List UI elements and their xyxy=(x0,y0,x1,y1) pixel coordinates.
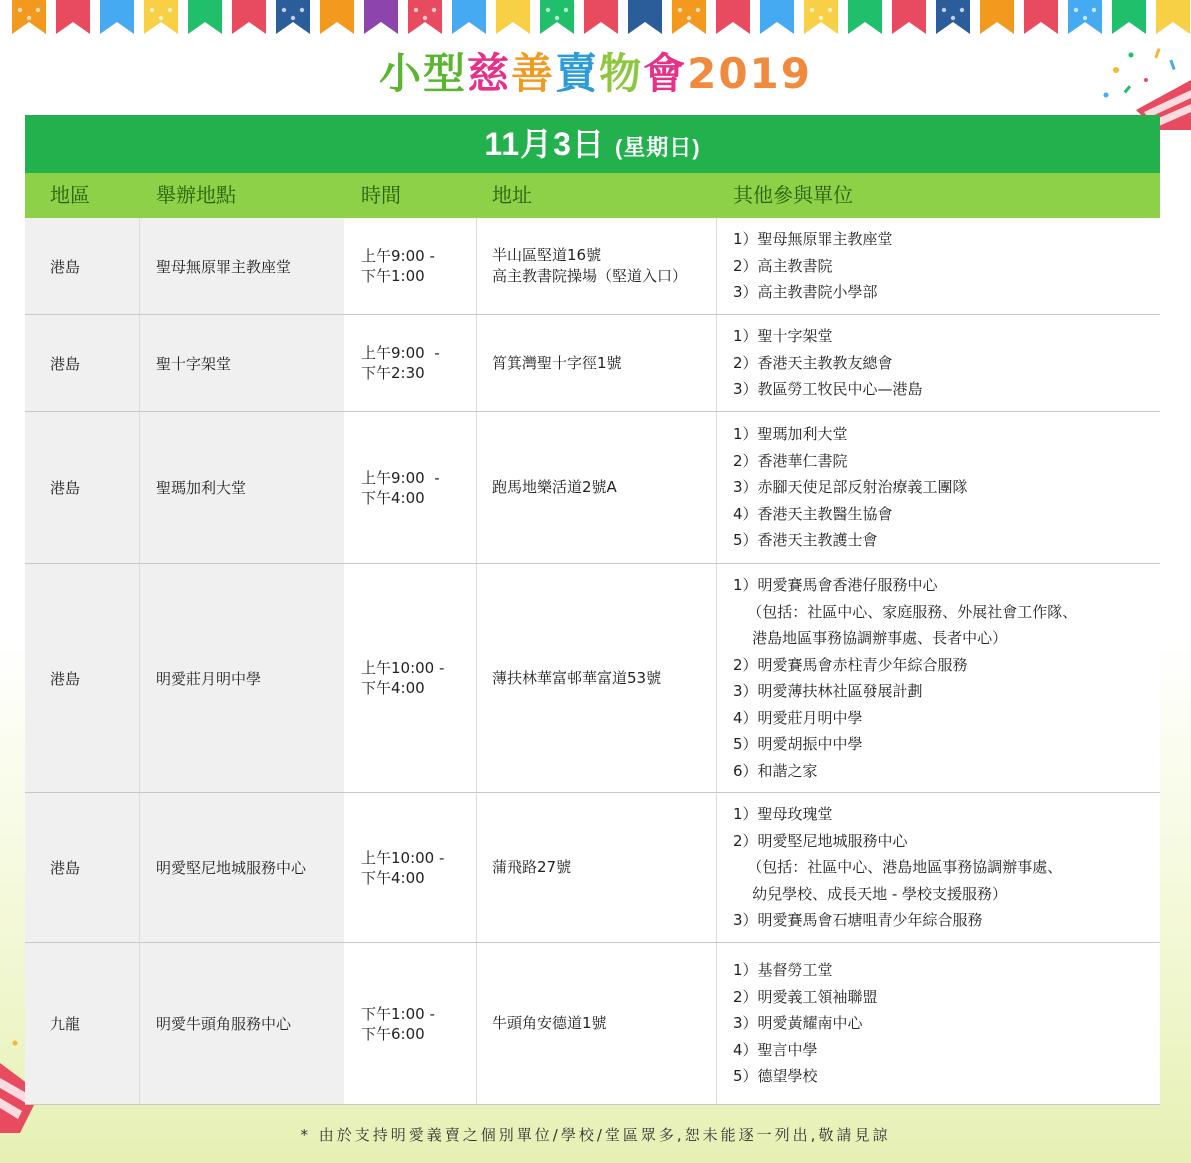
title-char: 善 xyxy=(511,49,556,98)
cell-line: 2）明愛賽馬會赤柱青少年綜合服務 xyxy=(733,655,968,674)
cell-line: 聖瑪加利大堂 xyxy=(156,479,247,497)
cell-address xyxy=(477,412,717,563)
table-row xyxy=(25,943,1160,1105)
table-row xyxy=(25,793,1160,943)
cell-line: 2）明愛堅尼地城服務中心 xyxy=(733,831,908,850)
title-char: 小 xyxy=(378,49,423,98)
cell-line: 下午4:00 xyxy=(361,679,425,697)
cell-venue xyxy=(140,412,344,563)
cell-line: 下午4:00 xyxy=(361,868,425,887)
cell-line: 6）和諧之家 xyxy=(733,761,818,780)
column-headers xyxy=(25,173,1160,218)
cell-time xyxy=(344,564,477,792)
cell-line: 半山區堅道16號 xyxy=(492,246,602,264)
cell-line: 5）德望學校 xyxy=(733,1067,818,1086)
bunting-flag xyxy=(364,0,398,34)
title-char: 會 xyxy=(643,49,688,98)
cell-line: 蒲飛路27號 xyxy=(492,858,572,876)
cell-address xyxy=(477,315,717,411)
cell-address xyxy=(477,564,717,792)
cell-line: 下午1:00 xyxy=(361,267,425,285)
cell-units xyxy=(717,315,1160,411)
cell-line: 下午6:00 xyxy=(361,1024,425,1043)
cell-line: 薄扶林華富邨華富道53號 xyxy=(492,668,662,687)
cell-line: 筲箕灣聖十字徑1號 xyxy=(492,353,622,372)
cell-line: 港島地區事務協調辦事處、長者中心） xyxy=(733,629,1008,647)
cell-time xyxy=(344,943,477,1104)
cell-units xyxy=(717,564,1160,792)
bunting-decoration xyxy=(0,0,1191,45)
cell-line: 九龍 xyxy=(50,1015,81,1033)
bunting-flag xyxy=(188,0,222,34)
title-char: 2019 xyxy=(687,49,812,98)
cell-time xyxy=(344,218,477,314)
cell-region xyxy=(25,412,140,563)
cell-line: 3）明愛薄扶林社區發展計劃 xyxy=(733,682,923,700)
cell-line: 3）赤腳天使足部反射治療義工團隊 xyxy=(733,478,968,497)
cell-line: 下午4:00 xyxy=(361,488,425,507)
bunting-flag xyxy=(100,0,134,34)
bunting-flag xyxy=(452,0,486,34)
cell-line: 明愛牛頭角服務中心 xyxy=(156,1015,292,1033)
cell-units xyxy=(717,943,1160,1104)
title-char: 型 xyxy=(423,49,468,98)
cell-line: 港島 xyxy=(50,354,81,373)
bunting-flag xyxy=(584,0,618,34)
bunting-flag xyxy=(628,0,662,34)
bunting-flag xyxy=(496,0,530,34)
cell-region xyxy=(25,793,140,942)
bunting-flag xyxy=(56,0,90,34)
cell-time xyxy=(344,793,477,942)
cell-line: 港島 xyxy=(50,479,81,497)
bunting-flag xyxy=(848,0,882,34)
cell-line: 5）明愛胡振中中學 xyxy=(733,735,863,753)
cell-line: 4）香港天主教醫生協會 xyxy=(733,504,893,523)
cell-line: 上午10:00 - xyxy=(361,659,445,677)
bunting-flag xyxy=(1156,0,1190,34)
bunting-flag xyxy=(1024,0,1058,34)
cell-units xyxy=(717,218,1160,314)
cell-line: 4）聖言中學 xyxy=(733,1040,818,1059)
cell-line: 3）明愛賽馬會石塘咀青少年綜合服務 xyxy=(733,911,983,930)
cell-region xyxy=(25,315,140,411)
cell-region xyxy=(25,218,140,314)
cell-line: 2）高主教書院 xyxy=(733,256,833,275)
cell-address xyxy=(477,943,717,1104)
schedule-table xyxy=(25,115,1160,1105)
cell-line: 3）教區勞工牧民中心—港島 xyxy=(733,380,923,399)
cell-line: 1）聖瑪加利大堂 xyxy=(733,425,848,444)
table-row xyxy=(25,315,1160,412)
cell-venue xyxy=(140,218,344,314)
date-header xyxy=(25,115,1160,173)
bunting-flag xyxy=(1112,0,1146,34)
cell-line: 4）明愛莊月明中學 xyxy=(733,708,863,727)
header-address: 地址 xyxy=(492,183,532,207)
cell-line: 3）明愛黃耀南中心 xyxy=(733,1014,863,1033)
cell-line: 明愛莊月明中學 xyxy=(156,669,262,688)
cell-line: 下午1:00 - xyxy=(361,1004,435,1023)
cell-line: 牛頭角安德道1號 xyxy=(492,1014,607,1032)
table-row xyxy=(25,218,1160,315)
cell-line: 幼兒學校、成長天地 - 學校支援服務） xyxy=(733,884,1008,903)
header-time: 時間 xyxy=(361,183,401,207)
header-venue: 舉辦地點 xyxy=(156,183,236,207)
cell-time xyxy=(344,315,477,411)
page-title xyxy=(0,44,1191,104)
table-row xyxy=(25,564,1160,793)
cell-region xyxy=(25,943,140,1104)
header-region: 地區 xyxy=(50,183,90,207)
cell-line: 高主教書院操場（堅道入口） xyxy=(492,267,688,285)
header-units: 其他參與單位 xyxy=(733,183,853,207)
cell-venue xyxy=(140,564,344,792)
cell-line: （包括：社區中心、家庭服務、外展社會工作隊、 xyxy=(733,602,1078,621)
bunting-flag xyxy=(760,0,794,34)
cell-line: 2）香港華仁書院 xyxy=(733,451,848,470)
title-char: 慈 xyxy=(467,49,512,98)
cell-line: 1）聖母玫瑰堂 xyxy=(733,805,833,824)
bunting-flag xyxy=(232,0,266,34)
cell-line: 上午9:00 - xyxy=(361,468,440,487)
cell-line: 1）明愛賽馬會香港仔服務中心 xyxy=(733,576,938,594)
table-row xyxy=(25,412,1160,564)
bunting-flag xyxy=(892,0,926,34)
cell-units xyxy=(717,412,1160,563)
cell-venue xyxy=(140,315,344,411)
cell-line: （包括：社區中心、港島地區事務協調辦事處、 xyxy=(733,858,1063,877)
date-weekday: (星期日) xyxy=(614,135,701,160)
cell-line: 港島 xyxy=(50,669,81,688)
cell-line: 上午9:00 - xyxy=(361,344,440,362)
cell-line: 港島 xyxy=(50,257,81,276)
cell-line: 2）香港天主教教友總會 xyxy=(733,353,893,372)
cell-units xyxy=(717,793,1160,942)
title-char: 賣 xyxy=(555,49,600,98)
cell-line: 港島 xyxy=(50,859,81,877)
cell-line: 1）基督勞工堂 xyxy=(733,961,833,980)
cell-region xyxy=(25,564,140,792)
bunting-flag xyxy=(716,0,750,34)
cell-line: 1）聖十字架堂 xyxy=(733,327,833,346)
cell-venue xyxy=(140,943,344,1104)
cell-address xyxy=(477,793,717,942)
bunting-flag xyxy=(320,0,354,34)
cell-line: 下午2:30 xyxy=(361,364,425,382)
cell-line: 上午10:00 - xyxy=(361,848,445,867)
cell-venue xyxy=(140,793,344,942)
cell-line: 聖十字架堂 xyxy=(156,354,232,373)
cell-line: 1）聖母無原罪主教座堂 xyxy=(733,230,893,249)
footnote: * 由於支持明愛義賣之個別單位/學校/堂區眾多,恕未能逐一列出,敬請見諒 xyxy=(300,1126,891,1144)
cell-line: 3）高主教書院小學部 xyxy=(733,283,878,302)
table-body xyxy=(25,218,1160,1105)
cell-line: 跑馬地樂活道2號A xyxy=(492,478,617,496)
bunting-flag xyxy=(980,0,1014,34)
title-char: 物 xyxy=(599,49,644,98)
cell-line: 聖母無原罪主教座堂 xyxy=(156,257,292,276)
cell-line: 上午9:00 - xyxy=(361,247,435,265)
cell-line: 明愛堅尼地城服務中心 xyxy=(156,859,307,877)
cell-line: 2）明愛義工領袖聯盟 xyxy=(733,987,878,1006)
cell-line: 5）香港天主教護士會 xyxy=(733,531,878,550)
cell-time xyxy=(344,412,477,563)
date-main: 11月3日 xyxy=(484,126,605,162)
cell-address xyxy=(477,218,717,314)
